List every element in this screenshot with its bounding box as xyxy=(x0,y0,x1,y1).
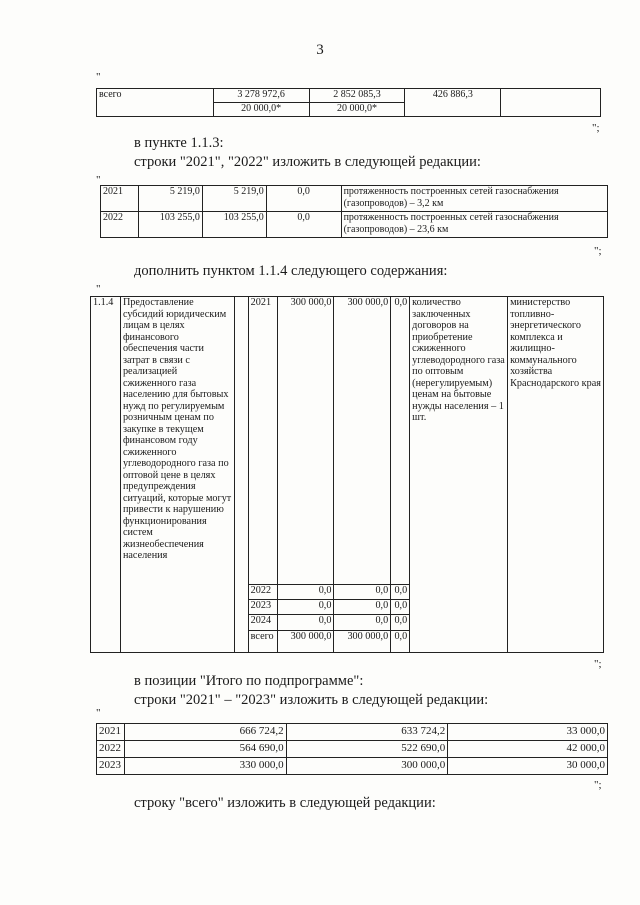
table-114 xyxy=(90,296,604,653)
cell: 5 219,0 xyxy=(202,186,266,212)
cell: 103 255,0 xyxy=(138,212,202,238)
cell: 0,0 xyxy=(266,212,341,238)
cell: 2022 xyxy=(248,584,277,599)
cell: 2021 xyxy=(101,186,139,212)
cell: 0,0 xyxy=(391,615,410,630)
quote-close: "; xyxy=(594,245,602,257)
quote-open: " xyxy=(96,71,101,83)
item-number: 1.1.4 xyxy=(91,297,121,653)
paragraph: дополнить пунктом 1.1.4 следующего содержания: xyxy=(134,263,448,279)
quote-close: "; xyxy=(594,779,602,791)
paragraph: строки "2021", "2022" изложить в следующей редакции: xyxy=(134,154,481,170)
cell: 2021 xyxy=(248,297,277,585)
cell: 0,0 xyxy=(391,599,410,614)
cell: 2022 xyxy=(97,741,125,758)
paragraph: строки "2021" – "2023" изложить в следующей редакции: xyxy=(134,692,489,708)
executor-cell: министерство топливно-энергетического комплекса и жилищно-коммунального хозяйства Краснодарского края xyxy=(508,297,604,653)
cell: 0,0 xyxy=(334,599,391,614)
paragraph: в пункте 1.1.3: xyxy=(134,135,224,151)
cell: 2 852 085,3 xyxy=(309,89,405,103)
total-table xyxy=(96,88,601,117)
table-113 xyxy=(100,185,608,238)
cell: 2023 xyxy=(97,758,125,775)
total-label: всего xyxy=(97,89,214,117)
page-number: 3 xyxy=(316,42,324,58)
cell: 426 886,3 xyxy=(405,89,501,117)
cell: 300 000,0 xyxy=(334,297,391,585)
cell: протяженность построенных сетей газоснабжения (газопроводов) – 23,6 км xyxy=(341,212,607,238)
result-cell: количество заключенных договоров на приобретение сжиженного углеводородного газа по оптовым (нерегулируемым) ценам на бытовые нужды населения – 1 шт. xyxy=(410,297,508,653)
cell: 0,0 xyxy=(266,186,341,212)
quote-open: " xyxy=(96,707,101,719)
cell: 0,0 xyxy=(334,584,391,599)
cell: 0,0 xyxy=(391,630,410,652)
cell: протяженность построенных сетей газоснабжения (газопроводов) – 3,2 км xyxy=(341,186,607,212)
cell: 330 000,0 xyxy=(124,758,286,775)
quote-open: " xyxy=(96,283,101,295)
cell: 666 724,2 xyxy=(124,724,286,741)
cell: 2024 xyxy=(248,615,277,630)
cell: 2021 xyxy=(97,724,125,741)
item-name: Предоставление субсидий юридическим лицам в целях финансового обеспечения части затрат в связи с реализацией сжиженного газа населению для бытовых нужд по регулируемым розничным ценам по закупке в текущем финансовом году сжиженного углеводородного газа по оптовой цене в целях предупреждения ситуаций, которые могут привести к нарушению функционирования систем жизнеобеспечения населения xyxy=(120,297,234,653)
cell: 0,0 xyxy=(334,615,391,630)
cell: 30 000,0 xyxy=(448,758,608,775)
cell: 564 690,0 xyxy=(124,741,286,758)
cell: 2022 xyxy=(101,212,139,238)
cell: 42 000,0 xyxy=(448,741,608,758)
cell: 3 278 972,6 xyxy=(213,89,309,103)
cell: 522 690,0 xyxy=(286,741,448,758)
cell: 0,0 xyxy=(391,584,410,599)
cell: 5 219,0 xyxy=(138,186,202,212)
cell: 300 000,0 xyxy=(277,297,334,585)
cell: 20 000,0* xyxy=(309,103,405,117)
paragraph: строку "всего" изложить в следующей редакции: xyxy=(134,795,436,811)
cell: 633 724,2 xyxy=(286,724,448,741)
cell: 103 255,0 xyxy=(202,212,266,238)
cell: 0,0 xyxy=(277,599,334,614)
cell: 33 000,0 xyxy=(448,724,608,741)
quote-open: " xyxy=(96,174,101,186)
cell: 300 000,0 xyxy=(286,758,448,775)
cell: 0,0 xyxy=(391,297,410,585)
cell: 300 000,0 xyxy=(334,630,391,652)
quote-close: "; xyxy=(592,122,600,134)
cell: 2023 xyxy=(248,599,277,614)
cell: 20 000,0* xyxy=(213,103,309,117)
itogo-table xyxy=(96,723,608,775)
cell: 0,0 xyxy=(277,615,334,630)
cell: всего xyxy=(248,630,277,652)
quote-close: "; xyxy=(594,658,602,670)
cell: 300 000,0 xyxy=(277,630,334,652)
cell: 0,0 xyxy=(277,584,334,599)
paragraph: в позиции "Итого по подпрограмме": xyxy=(134,673,364,689)
